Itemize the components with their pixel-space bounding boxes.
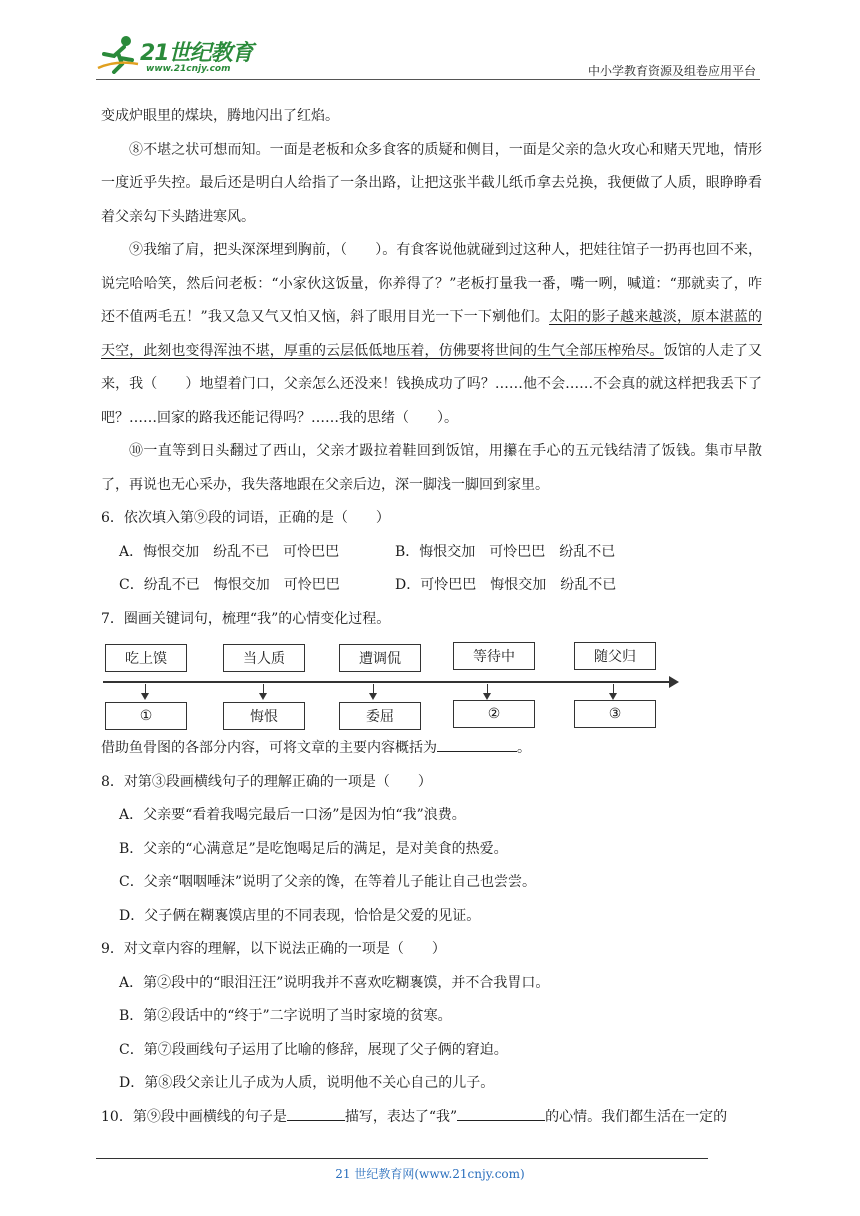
runner-logo-icon [96, 34, 140, 74]
timeline-axis [103, 681, 673, 683]
platform-name: 中小学教育资源及组卷应用平台 [587, 64, 756, 78]
question-6-option-b[interactable]: B．悔恨交加 可怜巴巴 纷乱不已 [395, 543, 616, 560]
question-8-option-a[interactable]: A．父亲要“看着我喝完最后一口汤”是因为怕“我”浪费。 [119, 807, 466, 823]
question-7-summary [101, 732, 762, 766]
question-8-option-b[interactable]: B．父亲的“心满意足”是吃饱喝足后的满足，是对美食的热爱。 [119, 840, 508, 857]
passage-paragraph-10: ⑩一直等到日头翻过了西山，父亲才趿拉着鞋回到饭馆，用攥在手心的五元钱结清了饭钱。集市早散了，再说也无心采办，我失落地跟在父亲后边，深一脚浅一脚回到家里。 [101, 443, 762, 493]
question-6-options-row-1 [101, 536, 762, 570]
q10-part-3: 的心情。我们都生活在一定的 [545, 1108, 728, 1125]
feeling-box-5[interactable]: ③ [574, 700, 656, 728]
summary-blank[interactable] [437, 737, 517, 752]
stage-box-4: 等待中 [453, 642, 535, 670]
stage-box-2: 当人质 [223, 644, 305, 672]
arrow-right-icon [669, 676, 679, 688]
summary-prefix: 借助鱼骨图的各部分内容，可将文章的主要内容概括为 [101, 740, 437, 756]
passage-paragraph-9 [101, 234, 762, 435]
header-divider [96, 79, 760, 80]
question-9-option-b[interactable]: B．第②段话中的“终于”二字说明了当时家境的贫寒。 [119, 1008, 452, 1024]
stage-box-1: 吃上馍 [105, 644, 187, 672]
page-footer: 21 世纪教育网(www.21cnjy.com) [335, 1167, 525, 1181]
arrow-down-icon [263, 684, 264, 698]
question-9-stem: 9．对文章内容的理解，以下说法正确的一项是（ ） [101, 941, 446, 957]
question-10-stem [101, 1101, 762, 1135]
question-6-options-row-2 [101, 569, 762, 603]
paragraph-9-text-b: 饭馆的人走了又来，我（ ）地望着门口，父亲怎么还没来！钱换成功了吗？……他不会……不会真的就这样把我丢下了吧？……回家的路我还能记得吗？……我的思绪（ ）。 [101, 342, 763, 426]
fishbone-diagram [101, 640, 762, 732]
paragraph-9-text-a: ⑨我缩了肩，把头深深埋到胸前，（ ）。有食客说他就碰到过这种人，把娃往馆子一扔再也回不来，说完哈哈笑，然后问老板：“小家伙这饭量，你养得了？”老板打量我一番，嘴一咧，喊道：“那就卖了，咋还不值两毛五！”我又急又气又怕又恼，斜了眼用目光一下一下剜他们。 [101, 242, 762, 325]
stage-box-3: 遭调侃 [339, 644, 421, 672]
arrow-down-icon [145, 684, 146, 698]
question-8-stem: 8．对第③段画横线句子的理解正确的一项是（ ） [101, 773, 432, 790]
arrow-down-icon [487, 684, 488, 698]
underlined-sentence: 太阳的影子越来越淡，原本湛蓝的天空，此刻也变得浑浊不堪，厚重的云层低低地压着，仿佛要将世间的生气全部压榨殆尽。 [101, 309, 763, 359]
passage-paragraph-8: ⑧不堪之状可想而知。一面是老板和众多食客的质疑和侧目，一面是父亲的急火攻心和赌天咒地，情形一度近乎失控。最后还是明白人给指了一条出路，让把这张半截儿纸币拿去兑换，我便做了人质，眼睁睁看着父亲勾下头踏进寒风。 [101, 141, 762, 225]
question-9-option-c[interactable]: C．第⑦段画线句子运用了比喻的修辞，展现了父子俩的窘迫。 [119, 1041, 508, 1058]
stage-box-5: 随父归 [574, 642, 656, 670]
logo-text: 21世纪教育 [140, 41, 253, 66]
question-6-option-d[interactable]: D．可怜巴巴 悔恨交加 纷乱不已 [395, 577, 617, 593]
feeling-box-3: 委屈 [339, 702, 421, 730]
arrow-down-icon [613, 684, 614, 698]
logo-url: www.21cnjy.com [146, 64, 231, 74]
question-6-option-c[interactable]: C．纷乱不已 悔恨交加 可怜巴巴 [119, 577, 340, 593]
question-8-option-c[interactable]: C．父亲“咽咽唾沫”说明了父亲的馋，在等着儿子能让自己也尝尝。 [119, 874, 537, 890]
feeling-box-1[interactable]: ① [105, 702, 187, 730]
question-6-option-a[interactable]: A．悔恨交加 纷乱不已 可怜巴巴 [119, 543, 340, 560]
feeling-box-2: 悔恨 [223, 702, 305, 730]
document-body [101, 100, 762, 1134]
q10-blank-2[interactable] [457, 1106, 545, 1121]
feeling-box-4[interactable]: ② [453, 700, 535, 728]
question-9-option-d[interactable]: D．第⑧段父亲让儿子成为人质，说明他不关心自己的儿子。 [119, 1075, 495, 1091]
site-logo [96, 34, 266, 78]
q10-part-1: 10．第⑨段中画横线的句子是 [101, 1108, 287, 1125]
question-7-stem: 7．圈画关键词句，梳理“我”的心情变化过程。 [101, 610, 391, 627]
passage-line: 变成炉眼里的煤块，腾地闪出了红焰。 [101, 108, 339, 124]
q10-blank-1[interactable] [287, 1106, 345, 1121]
page-header [96, 30, 760, 80]
question-8-option-d[interactable]: D．父子俩在糊褢馍店里的不同表现，恰恰是父爱的见证。 [119, 907, 481, 924]
question-9-option-a[interactable]: A．第②段中的“眼泪汪汪”说明我并不喜欢吃糊褢馍，并不合我胃口。 [119, 974, 550, 991]
question-6-stem: 6．依次填入第⑨段的词语，正确的是（ ） [101, 510, 390, 526]
footer-divider [96, 1158, 708, 1159]
summary-suffix: 。 [517, 740, 531, 756]
q10-part-2: 描写，表达了“我” [344, 1108, 458, 1125]
arrow-down-icon [373, 684, 374, 698]
